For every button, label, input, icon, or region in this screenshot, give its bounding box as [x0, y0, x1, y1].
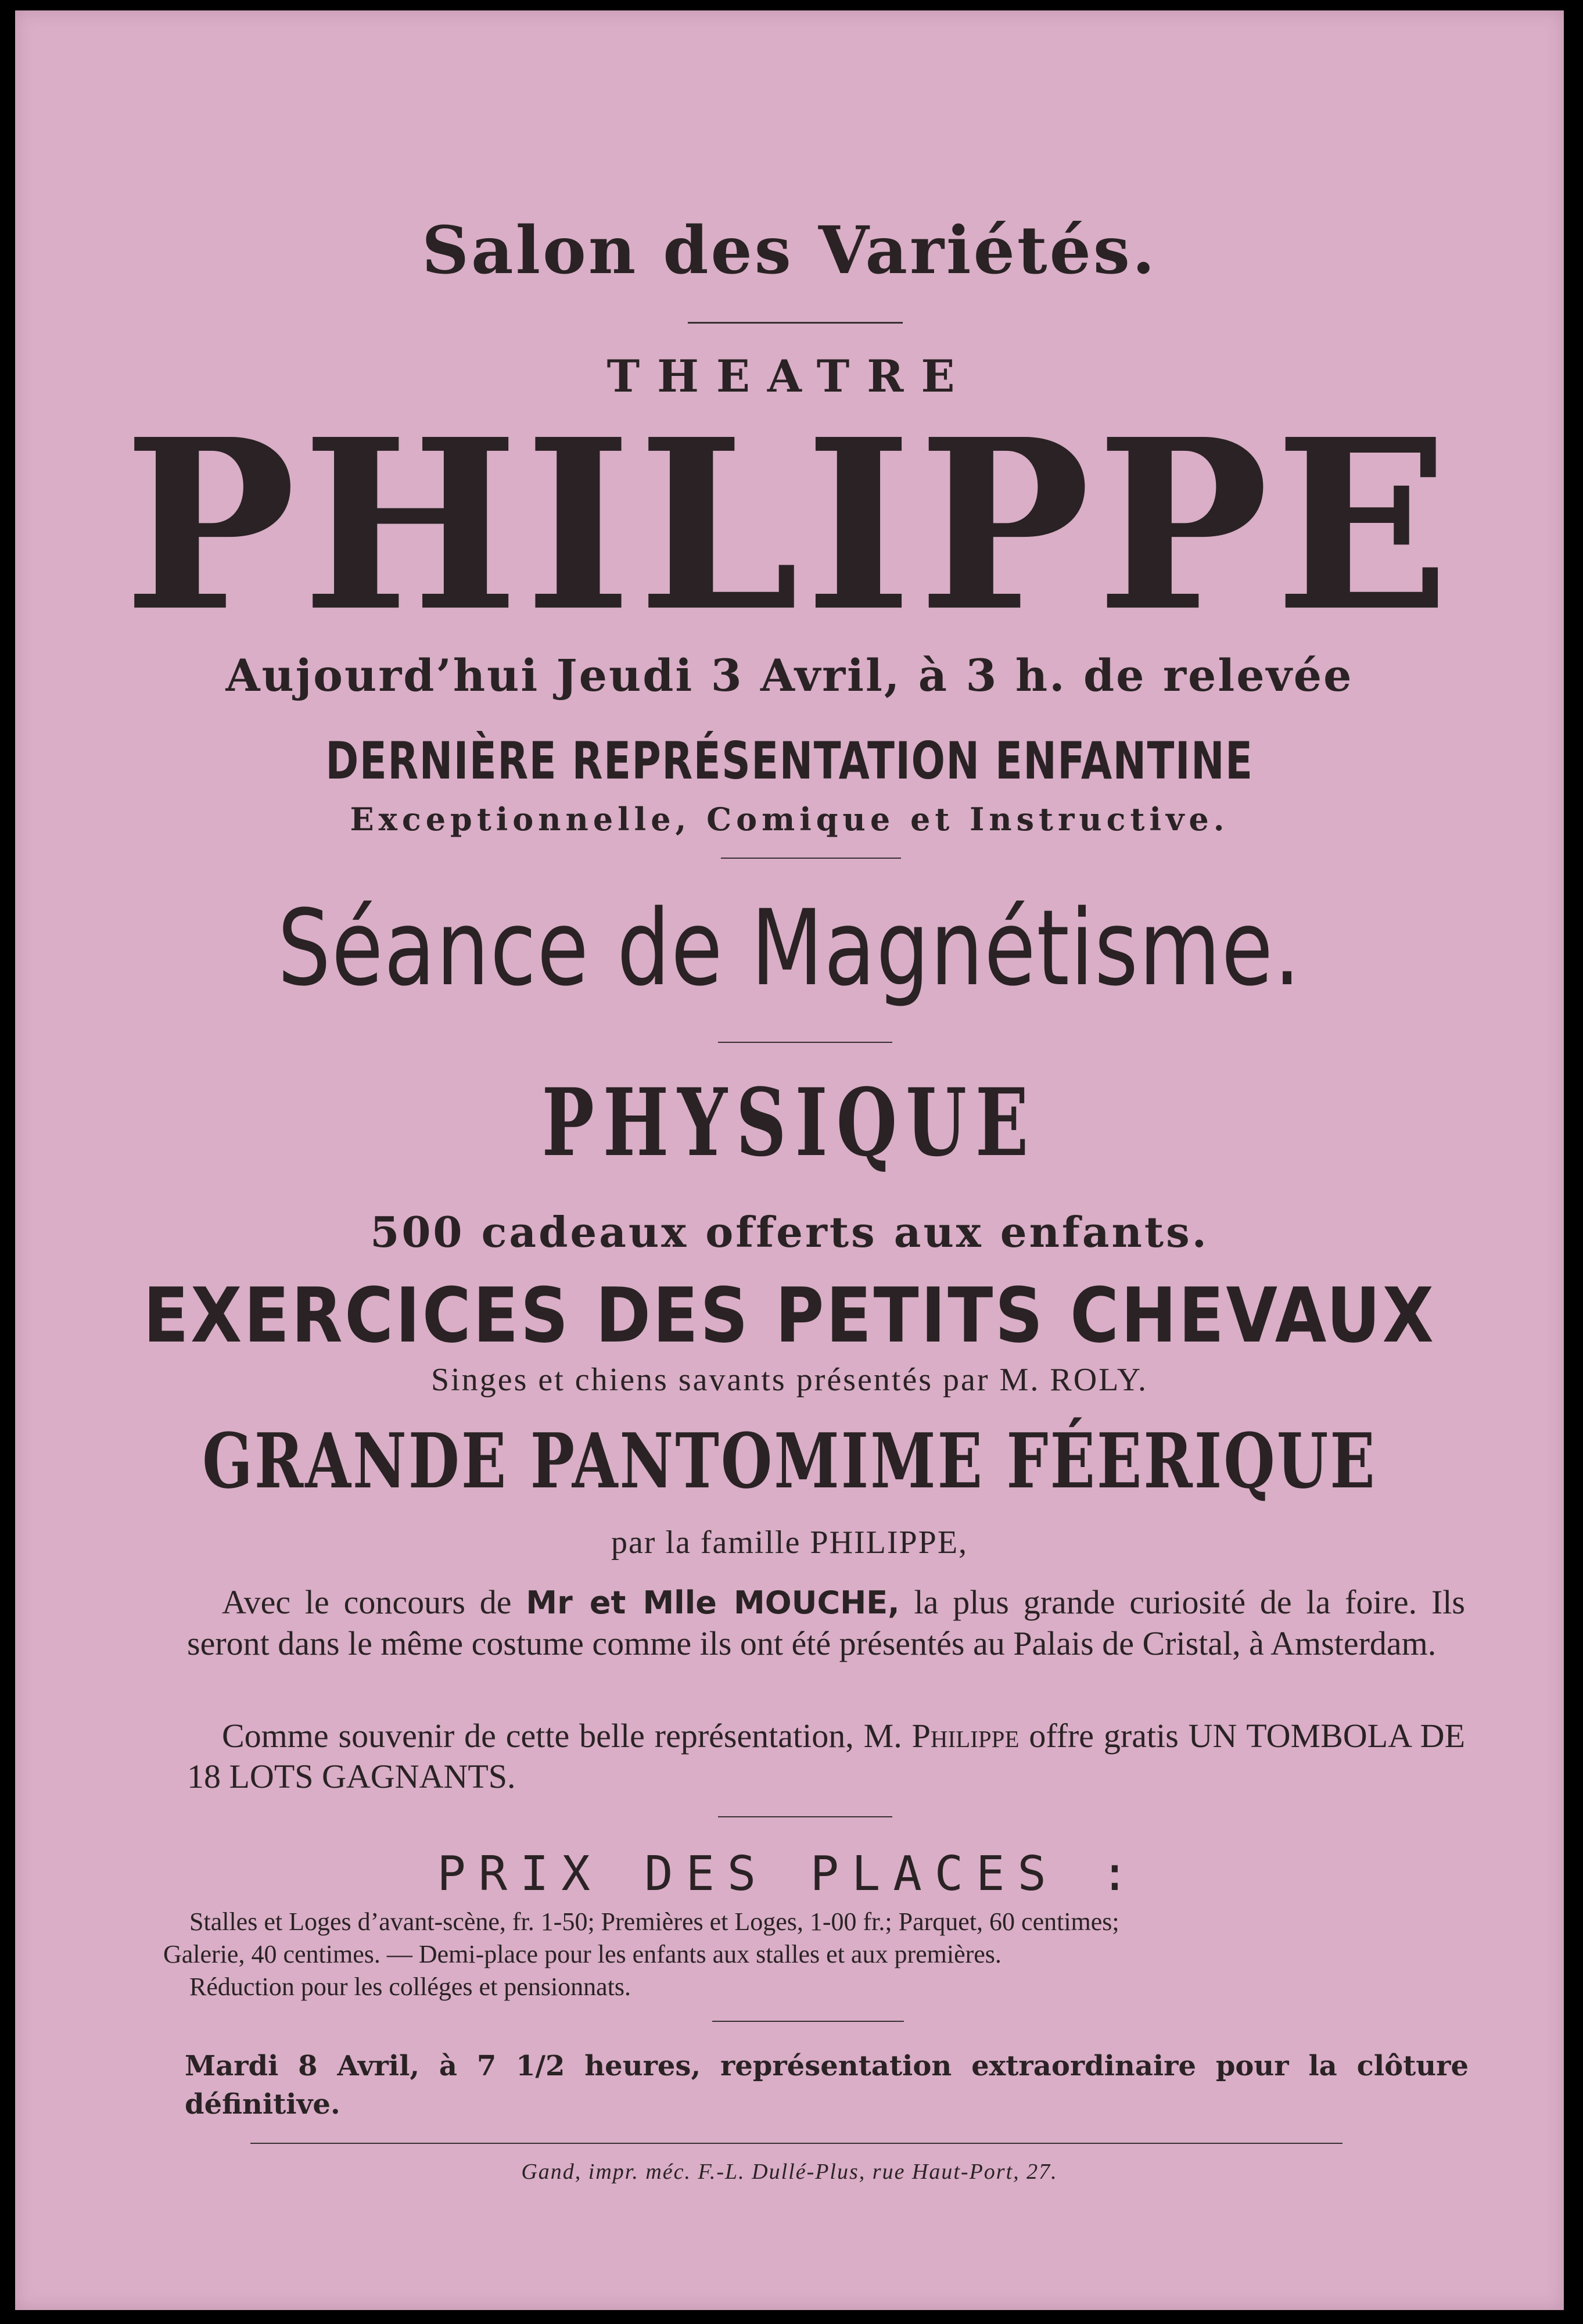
closing-notice: Mardi 8 Avril, à 7 1/2 heures, représentation extraordinaire pour la clôture définitive. — [185, 2050, 1469, 2121]
venue-title: Salon des Variétés. — [422, 213, 1157, 289]
concours-paragraph — [187, 1582, 1465, 1664]
theatre-label: THEATRE — [606, 350, 972, 402]
prices-title: PRIX DES PLACES : — [437, 1846, 1142, 1902]
mouche-names: Mr et Mlle MOUCHE, — [526, 1584, 900, 1621]
footer-rule — [250, 2143, 1343, 2144]
divider-rule — [718, 1042, 892, 1043]
printer-credit: Gand, impr. méc. F.-L. Dullé-Plus, rue Haut-Port, 27. — [521, 2160, 1058, 2184]
seance-title: Séance de Magnétisme. — [277, 888, 1302, 1009]
tombola-paragraph — [187, 1716, 1465, 1797]
tombola-text-a: Comme souvenir de cette belle représentation, M. — [222, 1717, 912, 1755]
divider-rule — [721, 858, 901, 859]
divider-rule — [712, 2021, 904, 2022]
divider-rule — [718, 1816, 892, 1817]
poster-sheet — [15, 10, 1564, 2310]
divider-rule — [688, 322, 903, 324]
physique-title: PHYSIQUE — [541, 1068, 1038, 1177]
gifts-line: 500 cadeaux offerts aux enfants. — [370, 1207, 1209, 1257]
prices-line-1: Stalles et Loges d’avant-scène, fr. 1-50; Premières et Loges, 1-00 fr.; Parquet, 60 centimes; — [189, 1907, 1119, 1936]
pantomime-title: GRANDE PANTOMIME FÉERIQUE — [202, 1416, 1377, 1505]
concours-text-b: la plus grande curiosité de la foire. Ils seront dans le même costume comme ils ont été présentés au Palais de Cristal, à Amsterdam. — [187, 1583, 1465, 1662]
exercises-note: Singes et chiens savants présentés par M. ROLY. — [431, 1362, 1148, 1398]
date-line: Aujourd’hui Jeudi 3 Avril, à 3 h. de relevée — [225, 650, 1354, 701]
headline: DERNIÈRE REPRÉSENTATION ENFANTINE — [325, 731, 1254, 791]
concours-text-a: Avec le concours de — [222, 1583, 526, 1621]
subheadline: Exceptionnelle, Comique et Instructive. — [350, 801, 1229, 838]
prices-line-2: Galerie, 40 centimes. — Demi-place pour les enfants aux stalles et aux premières. — [163, 1940, 1002, 1968]
philippe-name: Philippe — [911, 1717, 1020, 1755]
exercises-title: EXERCICES DES PETITS CHEVAUX — [143, 1271, 1436, 1360]
theatre-name: PHILIPPE — [123, 388, 1456, 664]
tombola-text-b: offre gratis UN TOMBOLA DE 18 LOTS GAGNANTS. — [187, 1717, 1465, 1795]
prices-line-3: Réduction pour les colléges et pensionnats. — [189, 1972, 631, 2001]
pantomime-note: par la famille PHILIPPE, — [611, 1525, 968, 1561]
